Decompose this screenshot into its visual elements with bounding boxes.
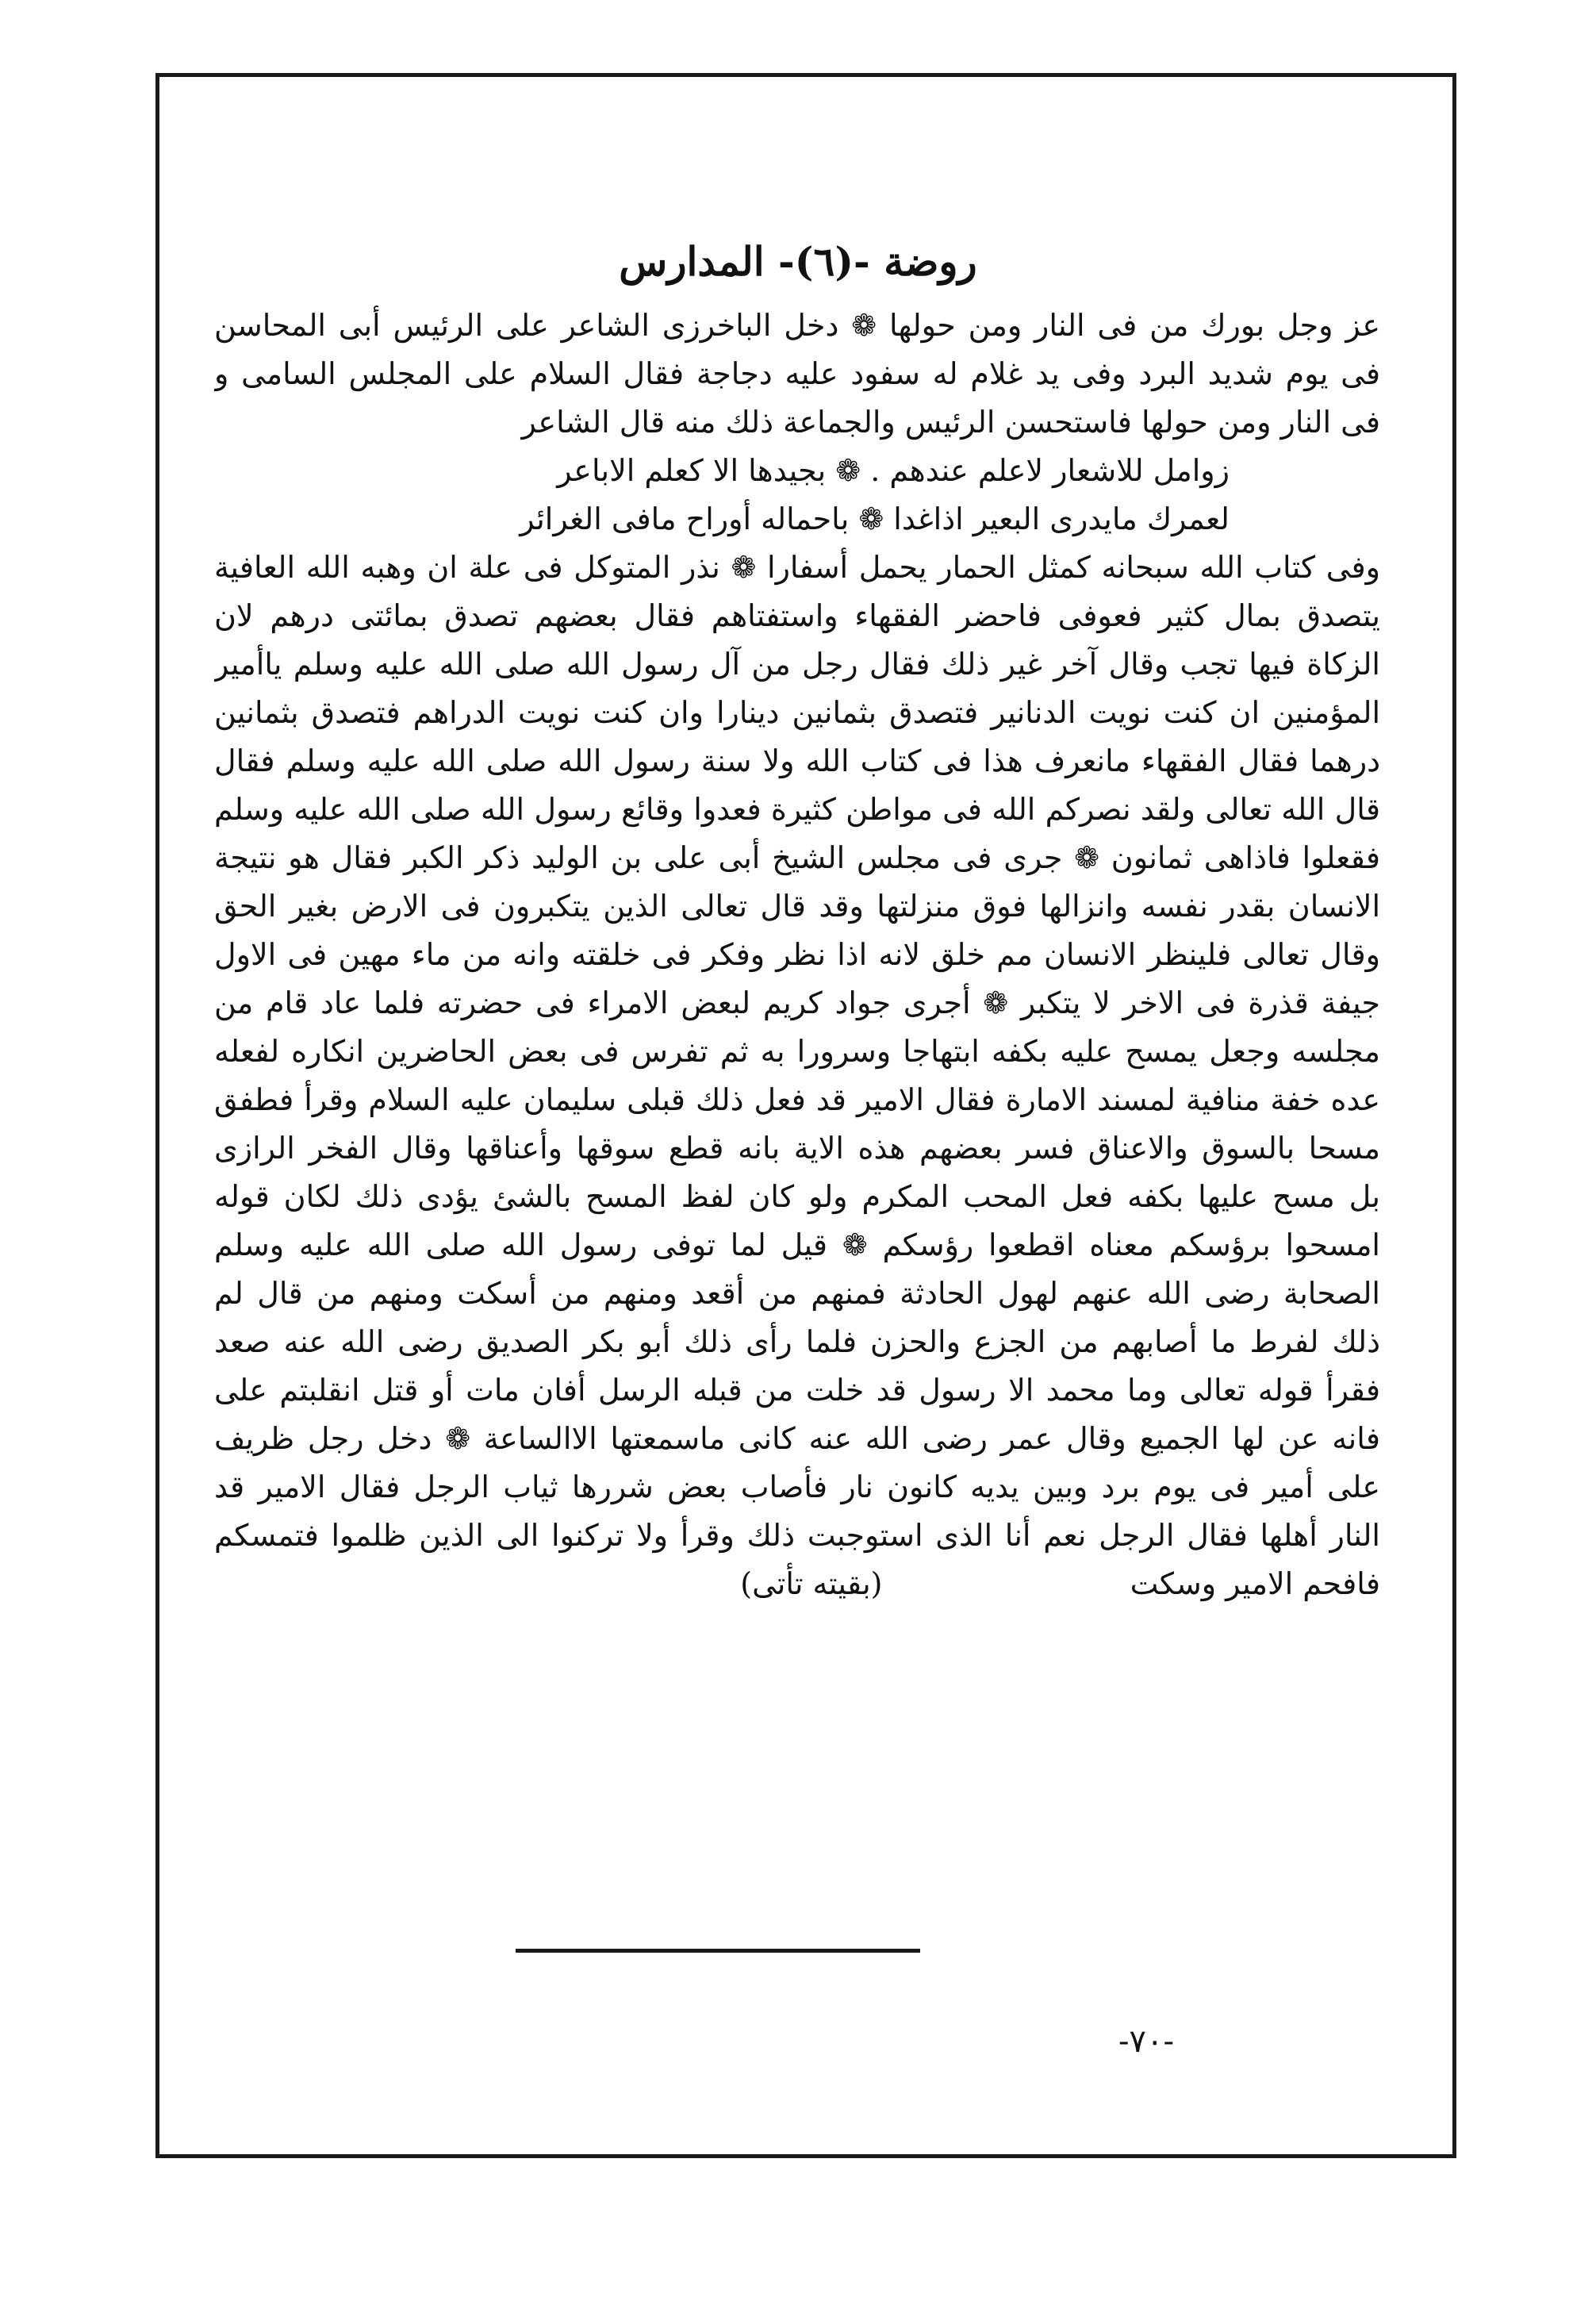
text-line: الزكاة فيها تجب وقال آخر غير ذلك فقال رجل من آل رسول الله صلى الله عليه وسلم ياأمير	[214, 647, 1380, 682]
text-line: امسحوا برؤسكم معناه اقطعوا رؤسكم ❁ قيل لما توفى رسول الله صلى الله عليه وسلم	[214, 1227, 1380, 1262]
text-line: النار أهلها فقال الرجل نعم أنا الذى استوجبت ذلك وقرأ ولا تركنوا الى الذين ظلموا فتمسكم	[214, 1518, 1380, 1553]
text-line: عز وجل بورك من فى النار ومن حولها ❁ دخل الباخرزى الشاعر على الرئيس أبى المحاسن	[214, 308, 1380, 343]
text-line: فقعلوا فاذاهى ثمانون ❁ جرى فى مجلس الشيخ أبى على بن الوليد ذكر الكبر فقال هو نتيجة	[214, 840, 1380, 875]
verse-line: زوامل للاشعار لاعلم عندهم . ❁ بجيدها الا كعلم الاباعر	[557, 453, 1230, 488]
text-line: فقرأ قوله تعالى وما محمد الا رسول قد خلت من قبله الرسل أفان مات أو قتل انقلبتم على	[214, 1373, 1380, 1408]
text-line: على أمير فى يوم برد وبين يديه كانون نار فأصاب بعض شررها ثياب الرجل فقال الامير قد	[214, 1469, 1380, 1504]
text-line: ذلك لفرط ما أصابهم من الجزع والحزن فلما رأى ذلك أبو بكر الصديق رضى الله عنه صعد	[214, 1324, 1380, 1359]
text-line: المؤمنين ان كنت نويت الدنانير فتصدق بثمانين دينارا وان كنت نويت الدراهم فتصدق بثمانين	[214, 695, 1380, 730]
text-line: الصحابة رضى الله عنهم لهول الحادثة فمنهم من أقعد ومنهم من أسكت ومنهم من قال لم	[214, 1276, 1380, 1311]
verse-line: لعمرك مايدرى البعير اذاغدا ❁ باحماله أوراح مافى الغرائر	[520, 501, 1230, 536]
last-line-text: فافحم الامير وسكت	[1130, 1566, 1380, 1601]
text-line: فى النار ومن حولها فاستحسن الرئيس والجماعة ذلك منه قال الشاعر	[521, 405, 1380, 440]
last-line	[214, 1560, 1380, 1608]
section-rule	[516, 1949, 920, 1953]
text-line: درهما فقال الفقهاء مانعرف هذا فى كتاب الله ولا سنة رسول الله صلى الله عليه وسلم فقال	[214, 743, 1380, 778]
text-line: مجلسه وجعل يمسح عليه بكفه ابتهاجا وسرورا به ثم تفرس فى بعض الحاضرين انكاره لفعله	[214, 1034, 1380, 1069]
text-line: قال الله تعالى ولقد نصركم الله فى مواطن كثيرة فعدوا وقائع رسول الله صلى الله عليه وسلم	[214, 792, 1380, 827]
text-line: عده خفة منافية لمسند الامارة فقال الامير قد فعل ذلك قبلى سليمان عليه السلام وقرأ فطفق	[214, 1082, 1380, 1117]
continued-note: (بقيته تأتى)	[740, 1566, 883, 1601]
text-line: فانه عن لها الجميع وقال عمر رضى الله عنه كانى ماسمعتها الاالساعة ❁ دخل رجل ظريف	[214, 1421, 1380, 1456]
text-line: فى يوم شديد البرد وفى يد غلام له سفود عليه دجاجة فقال السلام على المجلس السامى و	[214, 356, 1380, 391]
text-line: وفى كتاب الله سبحانه كمثل الحمار يحمل أسفارا ❁ نذر المتوكل فى علة ان وهبه الله العافية	[214, 550, 1380, 585]
page-number: -٧٠-	[1118, 2023, 1174, 2060]
text-line: مسحا بالسوق والاعناق فسر بعضهم هذه الاية بانه قطع سوقها وأعناقها وقال الفخر الرازى	[214, 1131, 1380, 1166]
running-head: روضة -(٦)- المدارس	[619, 238, 977, 285]
text-line: يتصدق بمال كثير فعوفى فاحضر الفقهاء واستفتاهم فقال بعضهم تصدق بمائتى درهم لان	[214, 598, 1380, 633]
text-line: الانسان بقدر نفسه وانزالها فوق منزلتها وقد قال تعالى الذين يتكبرون فى الارض بغير الحق	[214, 889, 1380, 924]
text-line: جيفة قذرة فى الاخر لا يتكبر ❁ أجرى جواد كريم لبعض الامراء فى حضرته فلما عاد قام من	[214, 985, 1380, 1020]
text-line: بل مسح عليها بكفه فعل المحب المكرم ولو كان لفظ المسح بالشئ يؤدى ذلك لكان قوله	[214, 1179, 1380, 1214]
body-text	[214, 302, 1380, 1608]
text-line: وقال تعالى فلينظر الانسان مم خلق لانه اذا نظر وفكر فى خلقته وانه من ماء مهين فى الاول	[214, 937, 1380, 972]
